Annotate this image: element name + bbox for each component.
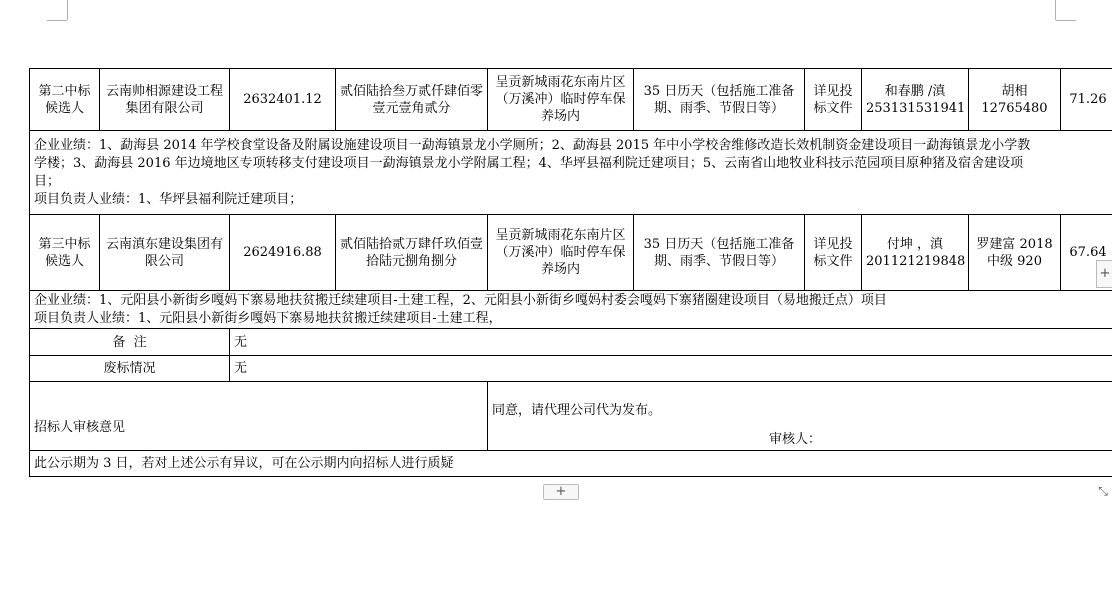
remarks-row <box>30 329 1112 356</box>
second-score[interactable]: 71.26 <box>1061 69 1112 131</box>
second-price-words[interactable]: 贰佰陆拾叁万贰仟肆佰零壹元壹角贰分 <box>336 69 488 131</box>
second-performance-row <box>30 131 1112 215</box>
void-bid-row <box>30 356 1112 382</box>
second-perf-line2: 学楼；3、勐海县 2016 年边境地区专项转移支付建设项目一勐海镇景龙小学附属工程；4、华坪县福利院迁建项目；5、云南省山地牧业科技示范园项目原种猪及宿舍建设项 <box>34 155 1024 171</box>
second-company[interactable]: 云南帅相源建设工程集团有限公司 <box>100 69 230 131</box>
second-manager[interactable]: 和春鹏 /滇 253131531941 <box>862 69 969 131</box>
crop-mark-left-vertical <box>67 0 68 20</box>
third-location[interactable]: 呈贡新城雨花东南片区（万溪冲）临时停车保养场内 <box>488 215 634 291</box>
notice-text[interactable]: 此公示期为 3 日，若对上述公示有异议，可在公示期内向招标人进行质疑 <box>30 451 1112 477</box>
reviewer-signature: 审核人： <box>768 432 821 447</box>
third-score[interactable]: 67.64 <box>1061 215 1112 291</box>
second-tech[interactable]: 胡相 12765480 <box>969 69 1061 131</box>
bid-result-table <box>29 68 1112 477</box>
crop-mark-right-horizontal <box>1056 20 1076 21</box>
remarks-value[interactable]: 无 <box>230 329 1112 356</box>
third-duration[interactable]: 35 日历天（包括施工准备期、雨季、节假日等） <box>634 215 805 291</box>
review-label[interactable]: 招标人审核意见 <box>30 382 488 451</box>
second-duration[interactable]: 35 日历天（包括施工准备期、雨季、节假日等） <box>634 69 805 131</box>
third-quality[interactable]: 详见投标文件 <box>805 215 862 291</box>
second-rank[interactable]: 第二中标候选人 <box>30 69 100 131</box>
third-performance-row <box>30 291 1112 329</box>
add-column-button[interactable]: + <box>1096 260 1112 288</box>
second-price[interactable]: 2632401.12 <box>230 69 336 131</box>
third-price[interactable]: 2624916.88 <box>230 215 336 291</box>
void-bid-label[interactable]: 废标情况 <box>30 356 230 382</box>
third-manager[interactable]: 付坤 ，滇 201121219848 <box>862 215 969 291</box>
third-perf-line1: 企业业绩：1、元阳县小新街乡嘎妈下寨易地扶贫搬迁续建项目-土建工程，2、元阳县小新街乡嘎妈村委会嘎妈下寨猪圈建设项目（易地搬迁点）项目 <box>34 292 887 308</box>
second-quality[interactable]: 详见投标文件 <box>805 69 862 131</box>
notice-row <box>30 451 1112 477</box>
third-pm-perf: 项目负责人业绩：1、元阳县小新街乡嘎妈下寨易地扶贫搬迁续建项目-土建工程， <box>34 310 502 326</box>
second-perf-line3: 目； <box>34 173 61 189</box>
second-location[interactable]: 呈贡新城雨花东南片区（万溪冲）临时停车保养场内 <box>488 69 634 131</box>
table-resize-handle-icon[interactable]: ⤡ <box>1098 484 1108 498</box>
second-performance-cell[interactable] <box>30 131 1112 215</box>
second-candidate-row <box>30 69 1112 131</box>
review-opinion: 同意，请代理公司代为发布。 <box>492 403 662 418</box>
review-opinion-cell[interactable] <box>488 382 1112 451</box>
third-price-words[interactable]: 贰佰陆拾贰万肆仟玖佰壹拾陆元捌角捌分 <box>336 215 488 291</box>
third-rank[interactable]: 第三中标候选人 <box>30 215 100 291</box>
second-pm-perf: 项目负责人业绩：1、华坪县福利院迁建项目； <box>34 191 303 207</box>
remarks-label[interactable]: 备 注 <box>30 329 230 356</box>
crop-mark-right-vertical <box>1055 0 1056 20</box>
third-candidate-row <box>30 215 1112 291</box>
second-perf-line1: 企业业绩：1、勐海县 2014 年学校食堂设备及附属设施建设项目一勐海镇景龙小学厕所；2、勐海县 2015 年中小学校舍维修改造长效机制资金建设项目一勐海镇景龙小学教 <box>34 137 1031 153</box>
third-tech[interactable]: 罗建富 2018 中级 920 <box>969 215 1061 291</box>
add-row-button[interactable]: + <box>543 484 579 500</box>
crop-mark-left-horizontal <box>47 20 67 21</box>
third-performance-cell[interactable] <box>30 291 1112 329</box>
third-company[interactable]: 云南滇东建设集团有限公司 <box>100 215 230 291</box>
void-bid-value[interactable]: 无 <box>230 356 1112 382</box>
review-row <box>30 382 1112 451</box>
